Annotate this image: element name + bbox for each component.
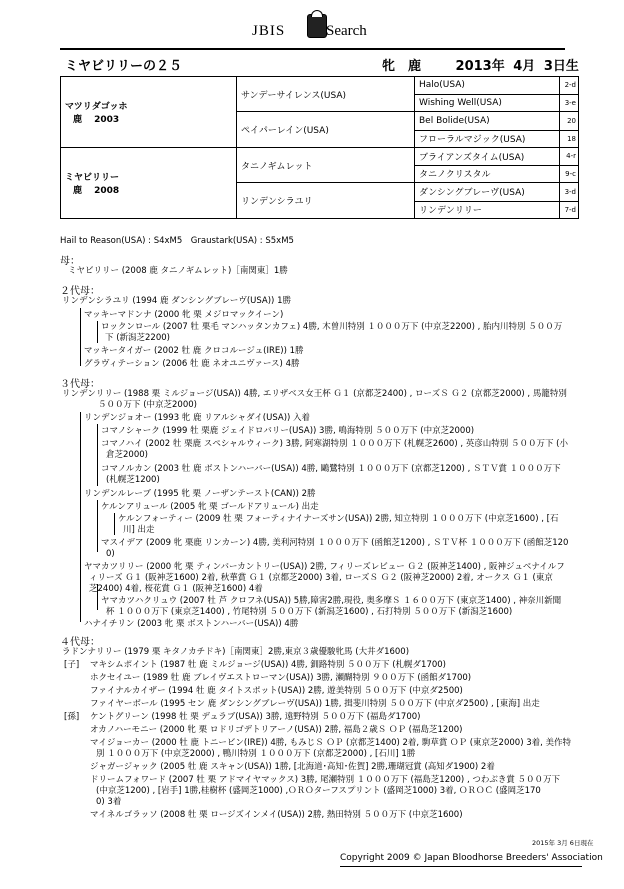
header-divider xyxy=(60,48,565,50)
list-item: リンデンルレーブ (1995 牝 栗 ノーザンテースト(CAN)) 2勝 xyxy=(84,489,316,499)
pedigree-sire-dam[interactable]: ペイパーレイン(USA) xyxy=(237,112,415,148)
list-item: ジャガージャック (2005 牡 鹿 スキャン(USA)) 1勝, [北海道･高知･佐賀] 2勝,珊瑚冠賞 (高知ダ1900) 2着 xyxy=(90,762,495,772)
list-item: ケントグリーン (1998 牡 栗 デュラブ(USA)) 3勝, 遠野特別 ５００万下 (福島ダ1700) xyxy=(90,712,421,722)
list-item: コマノルカン (2003 牡 鹿 ボストンハーバー(USA)) 4勝, 鷗鷺特別 １０００万下 (京都芝1200) , ＳＴＶ賞 １０００万下 xyxy=(101,464,561,474)
list-item: ヤマカツハクリュウ (2007 牡 芦 クロフネ(USA)) 5勝,障害2勝,現役, 奥多摩Ｓ １６００万下 (東京芝1400) , 神奈川新聞 xyxy=(101,596,562,606)
list-item: マスイデア (2009 牝 栗鹿 リンカーン) 4勝, 美利河特別 １０００万下 (函館芝1200) , ＳＴＶ杯 １０００万下 (函館芝120 xyxy=(101,538,569,548)
family-code: 4-r xyxy=(560,148,579,166)
pedigree-g3-name[interactable]: フローラルマジック(USA) xyxy=(415,130,560,148)
list-item: リンデンジョオー (1993 牝 鹿 リアルシャダイ(USA)) 入着 xyxy=(84,413,311,423)
pedigree-g3-name[interactable]: Wishing Well(USA) xyxy=(415,94,560,112)
list-item: マイジョーカー (2000 牡 鹿 トニービン(IRE)) 4勝, もみじＳ ＯＰ (京都芝1400) 2着, 駒草賞 ＯＰ (東京芝2000) 3着, 美作特 xyxy=(90,738,572,748)
family-code: 20 xyxy=(560,112,579,131)
list-item: オカノハーモニー (2000 牝 栗 ロドリゴデトリアーノ(USA)) 2勝, 福島２歳Ｓ ＯＰ (福島芝1200) xyxy=(90,725,463,735)
list-item: マッキータイガー (2002 牡 鹿 クロコルージュ(IRE)) 1勝 xyxy=(84,346,304,356)
horse-birth xyxy=(382,55,579,74)
pedigree-g3-name[interactable]: Bel Bolide(USA) xyxy=(415,112,560,131)
inbreeding-crosses: Hail to Reason(USA) : S4xM5 Graustark(USA) : S5xM5 xyxy=(60,236,294,246)
dam-name: ミヤビリリー xyxy=(65,173,120,183)
third-dam-heading: ３代母： xyxy=(60,379,100,390)
list-item: マッキーマドンナ (2000 牝 栗 メジロマックイーン) xyxy=(84,310,284,320)
list-item: リンデンリリー (1988 栗 ミルジョージ(USA)) 4勝, エリザベス女王杯 Ｇ１ (京都芝2400) , ローズＳ Ｇ２ (京都芝2000) , 馬籠特別 xyxy=(62,389,567,399)
pedigree-sire-sire[interactable]: サンデーサイレンス(USA) xyxy=(237,77,415,112)
family-code: 18 xyxy=(560,130,579,148)
list-item: ィリーズ Ｇ１ (阪神芝1600) 2着, 秋華賞 Ｇ１ (京都芝2000) 3着, ローズＳ Ｇ２ (阪神芝2000) 2着, オークス Ｇ１ (東京 xyxy=(89,573,553,583)
second-dam-heading: ２代母： xyxy=(60,286,100,297)
list-item: 下 (新潟芝2200) xyxy=(105,333,170,343)
pedigree-dam[interactable] xyxy=(61,148,237,219)
sire-name: マツリダゴッホ xyxy=(65,102,128,112)
indent-bar xyxy=(97,500,98,552)
birth-date: 2013年 4月 3日生 xyxy=(455,59,579,74)
list-item: (中京芝1200) , [岩手] 1勝,桂樹杯 (盛岡芝1000) ,ＯＲＯターフスプリント (盛岡芝1000) 3着, ＯＲＯＣ (盛岡芝170 xyxy=(96,786,541,796)
pedigree-g3-name[interactable]: リンデンリリー xyxy=(415,201,560,219)
as-of-date: 2015年 3月 6日現在 xyxy=(532,839,594,847)
list-item: ドリームフォワード (2007 牡 栗 アドマイヤマックス) 3勝, 尾瀬特別 １０００万下 (福島芝1200) , つわぶき賞 ５００万下 xyxy=(90,775,561,785)
family-code: 7-d xyxy=(560,201,579,219)
list-item: ケルンフォーティー (2009 牡 栗 フォーティナイナーズサン(USA)) 2勝, 知立特別 １０００万下 (中京芝1600) , [石 xyxy=(118,514,559,524)
list-item: 杯 １０００万下 (東京芝1400) , 竹尾特別 ５００万下 (新潟芝1600) , 石打特別 ５００万下 (新潟芝1600) xyxy=(106,607,513,617)
list-item: ラドンナリリー (1979 栗 キタノカチドキ)［南関東］2勝,東京３歳優駿牝馬 (大井ダ1600) xyxy=(62,647,410,657)
pedigree-g3-name[interactable]: タニノクリスタル xyxy=(415,165,560,183)
list-item: [孫] xyxy=(64,712,80,722)
dam-sub: 鹿 2008 xyxy=(73,186,120,196)
list-item: 0) 3着 xyxy=(96,797,122,807)
fourth-dam-heading: ４代母： xyxy=(60,637,100,648)
list-item: 0) xyxy=(106,549,115,559)
list-item: [子] xyxy=(64,660,80,670)
logo-text-search: Search xyxy=(326,23,367,39)
family-code: 3-e xyxy=(560,94,579,112)
sire-sub: 鹿 2003 xyxy=(73,115,120,125)
pedigree-g3-name[interactable]: ダンシングブレーヴ(USA) xyxy=(415,183,560,202)
indent-bar xyxy=(97,321,98,343)
list-item: マイネルゴラッソ (2008 牡 栗 ロージズインメイ(USA)) 2勝, 熱田特別 ５００万下 (中京芝1600) xyxy=(90,810,463,820)
horse-name: ミヤビリリーの２５ xyxy=(65,59,183,74)
pedigree-sire[interactable] xyxy=(61,77,237,148)
list-item: 川] 出走 xyxy=(123,525,155,535)
list-item: ハナイチリン (2003 牝 栗 ボストンハーバー(USA)) 4勝 xyxy=(84,619,299,629)
copyright: Copyright 2009 © Japan Bloodhorse Breeders' Association xyxy=(340,853,603,863)
pedigree-g3-name[interactable]: ブライアンズタイム(USA) xyxy=(415,148,560,166)
list-item: ケルンアリュール (2005 牝 栗 ゴールドアリュール) 出走 xyxy=(101,502,319,512)
list-item: 倉芝2000) xyxy=(106,450,148,460)
indent-bar xyxy=(97,584,98,610)
sex-color: 牝 鹿 xyxy=(382,59,422,74)
pedigree-table xyxy=(60,76,579,219)
list-item: ホクセイユー (1989 牡 鹿 ブレイヴエストローマン(USA)) 3勝, 瀬醐特別 ９００万下 (函館ダ1700) xyxy=(90,673,472,683)
bag-icon xyxy=(307,14,327,38)
list-item: ファイナルカイザー (1994 牡 鹿 タイトスポット(USA)) 2勝, 遊美特別 ５００万下 (中京ダ2500) xyxy=(90,686,463,696)
jbis-logo xyxy=(252,12,372,42)
pedigree-dam-dam[interactable]: リンデンシラユリ xyxy=(237,183,415,219)
list-item: コマノハイ (2002 牡 栗鹿 スペシャルウィーク) 3勝, 阿寒湖特別 １０００万下 (札幌芝2600) , 英彦山特別 ５００万下 (小 xyxy=(101,439,568,449)
list-item: グラヴィテーション (2006 牡 鹿 ネオユニヴァース) 4勝 xyxy=(84,359,300,369)
pedigree-g3-name[interactable]: Halo(USA) xyxy=(415,77,560,95)
dam-line: ミヤビリリー (2008 鹿 タニノギムレット)［南関東］1勝 xyxy=(68,266,288,276)
list-item: ファイヤーボール (1995 セン 鹿 ダンシングブレーヴ(USA)) 1勝, 揖斐川特別 ５００万下 (中京ダ2500) , [東海] 出走 xyxy=(90,699,540,709)
list-item: コマノシャーク (1999 牡 栗鹿 ジェイドロバリー(USA)) 3勝, 鳴海特別 ５００万下 (中京芝2000) xyxy=(101,426,475,436)
footer-divider xyxy=(340,866,582,867)
pedigree-dam-sire[interactable]: タニノギムレット xyxy=(237,148,415,183)
list-item: 別 １０００万下 (中京芝2000) , 鴨川特別 １０００万下 (京都芝2000) , [石川] 1勝 xyxy=(96,749,416,759)
list-item: マキシムポイント (1987 牡 鹿 ミルジョージ(USA)) 4勝, 釧路特別 ５００万下 (札幌ダ1700) xyxy=(90,660,447,670)
list-item: ロックンロール (2007 牡 栗毛 マンハッタンカフェ) 4勝, 木曽川特別 １０００万下 (中京芝2200) , 胎内川特別 ５００万 xyxy=(101,322,563,332)
indent-bar xyxy=(80,412,81,622)
dam-heading: 母： xyxy=(60,256,80,267)
family-code: 3-d xyxy=(560,183,579,202)
list-item: 芝2400) 4着, 桜花賞 Ｇ１ (阪神芝1600) 4着 xyxy=(89,584,263,594)
list-item: ヤマカツリリー (2000 牝 栗 ティンバーカントリー(USA)) 2勝, フィリーズレビュー Ｇ２ (阪神芝1400) , 阪神ジュベナイルフ xyxy=(84,562,565,572)
indent-bar xyxy=(114,513,115,535)
family-code: 2-d xyxy=(560,77,579,95)
family-code: 9-c xyxy=(560,165,579,183)
indent-bar xyxy=(97,424,98,486)
list-item: (札幌芝1200) xyxy=(106,475,160,485)
list-item: ５００万下 (中京芝2000) xyxy=(98,400,197,410)
indent-bar xyxy=(80,308,81,366)
list-item: リンデンシラユリ (1994 鹿 ダンシングブレーヴ(USA)) 1勝 xyxy=(62,296,291,306)
logo-text-jbis: JBIS xyxy=(252,23,286,39)
